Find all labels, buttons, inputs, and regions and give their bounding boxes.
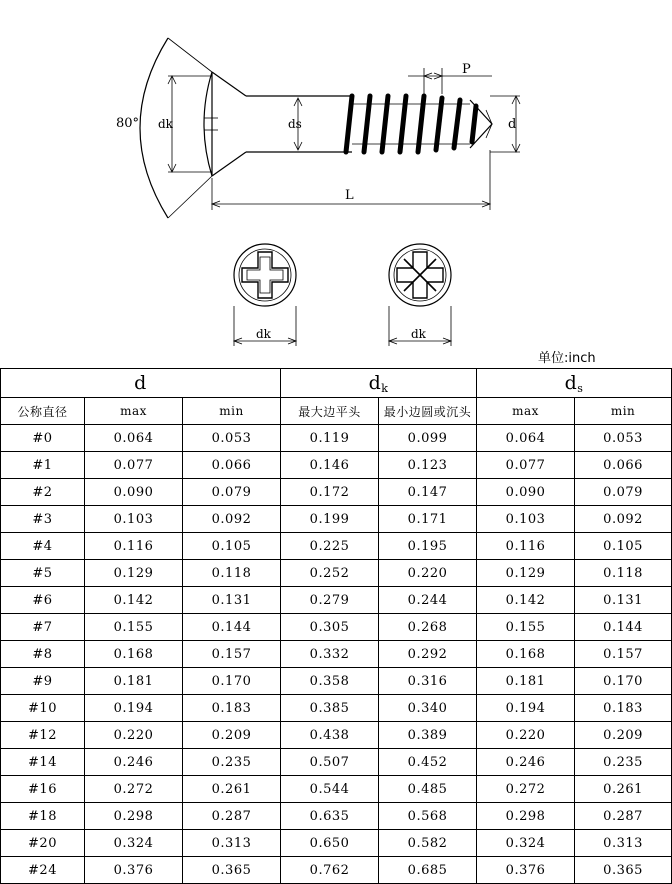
value-cell: 0.116	[85, 533, 183, 560]
value-cell: 0.142	[85, 587, 183, 614]
value-cell: 0.246	[477, 749, 575, 776]
nominal-size-cell: #8	[1, 641, 85, 668]
column-header: 公称直径	[1, 398, 85, 425]
column-header: 最小边圆或沉头	[379, 398, 477, 425]
value-cell: 0.438	[281, 722, 379, 749]
value-cell: 0.116	[477, 533, 575, 560]
value-cell: 0.129	[85, 560, 183, 587]
value-cell: 0.092	[575, 506, 672, 533]
value-cell: 0.313	[575, 830, 672, 857]
value-cell: 0.650	[281, 830, 379, 857]
value-cell: 0.365	[183, 857, 281, 884]
nominal-size-cell: #20	[1, 830, 85, 857]
value-cell: 0.155	[85, 614, 183, 641]
value-cell: 0.146	[281, 452, 379, 479]
table-row	[1, 776, 672, 803]
value-cell: 0.340	[379, 695, 477, 722]
unit-label: 单位:inch	[538, 351, 596, 366]
value-cell: 0.090	[477, 479, 575, 506]
value-cell: 0.170	[575, 668, 672, 695]
value-cell: 0.376	[85, 857, 183, 884]
value-cell: 0.292	[379, 641, 477, 668]
nominal-size-cell: #9	[1, 668, 85, 695]
value-cell: 0.092	[183, 506, 281, 533]
p-label: P	[462, 62, 471, 77]
group-header-ds: $d_s$	[477, 369, 672, 398]
value-cell: 0.365	[575, 857, 672, 884]
value-cell: 0.252	[281, 560, 379, 587]
table-row	[1, 722, 672, 749]
value-cell: 0.118	[183, 560, 281, 587]
value-cell: 0.272	[477, 776, 575, 803]
value-cell: 0.183	[575, 695, 672, 722]
table-row	[1, 614, 672, 641]
value-cell: 0.385	[281, 695, 379, 722]
dk-label-main: dk	[158, 117, 173, 131]
nominal-size-cell: #6	[1, 587, 85, 614]
value-cell: 0.168	[85, 641, 183, 668]
nominal-size-cell: #12	[1, 722, 85, 749]
value-cell: 0.305	[281, 614, 379, 641]
column-header: min	[575, 398, 672, 425]
table-row	[1, 857, 672, 884]
value-cell: 0.119	[281, 425, 379, 452]
value-cell: 0.582	[379, 830, 477, 857]
column-header: min	[183, 398, 281, 425]
table-row	[1, 560, 672, 587]
value-cell: 0.053	[183, 425, 281, 452]
value-cell: 0.053	[575, 425, 672, 452]
value-cell: 0.244	[379, 587, 477, 614]
nominal-size-cell: #3	[1, 506, 85, 533]
value-cell: 0.144	[183, 614, 281, 641]
ds-label: ds	[288, 117, 302, 131]
value-cell: 0.261	[183, 776, 281, 803]
value-cell: 0.103	[85, 506, 183, 533]
value-cell: 0.077	[85, 452, 183, 479]
nominal-size-cell: #10	[1, 695, 85, 722]
value-cell: 0.157	[575, 641, 672, 668]
value-cell: 0.064	[85, 425, 183, 452]
value-cell: 0.168	[477, 641, 575, 668]
value-cell: 0.209	[575, 722, 672, 749]
nominal-size-cell: #16	[1, 776, 85, 803]
value-cell: 0.123	[379, 452, 477, 479]
value-cell: 0.287	[575, 803, 672, 830]
value-cell: 0.358	[281, 668, 379, 695]
table-row	[1, 830, 672, 857]
value-cell: 0.131	[183, 587, 281, 614]
value-cell: 0.298	[85, 803, 183, 830]
value-cell: 0.181	[477, 668, 575, 695]
value-cell: 0.170	[183, 668, 281, 695]
value-cell: 0.685	[379, 857, 477, 884]
value-cell: 0.181	[85, 668, 183, 695]
value-cell: 0.105	[183, 533, 281, 560]
column-header: max	[477, 398, 575, 425]
value-cell: 0.287	[183, 803, 281, 830]
value-cell: 0.157	[183, 641, 281, 668]
nominal-size-cell: #4	[1, 533, 85, 560]
value-cell: 0.544	[281, 776, 379, 803]
value-cell: 0.155	[477, 614, 575, 641]
nominal-size-cell: #2	[1, 479, 85, 506]
angle-label: 80°	[116, 116, 140, 131]
value-cell: 0.079	[183, 479, 281, 506]
value-cell: 0.142	[477, 587, 575, 614]
table-row	[1, 803, 672, 830]
group-header-d: d	[1, 369, 281, 398]
value-cell: 0.313	[183, 830, 281, 857]
table-row	[1, 506, 672, 533]
d-label: d	[508, 117, 517, 132]
value-cell: 0.066	[183, 452, 281, 479]
value-cell: 0.144	[575, 614, 672, 641]
value-cell: 0.131	[575, 587, 672, 614]
value-cell: 0.079	[575, 479, 672, 506]
value-cell: 0.220	[379, 560, 477, 587]
table-row	[1, 668, 672, 695]
value-cell: 0.568	[379, 803, 477, 830]
value-cell: 0.172	[281, 479, 379, 506]
table-row	[1, 695, 672, 722]
nominal-size-cell: #7	[1, 614, 85, 641]
table-row	[1, 479, 672, 506]
value-cell: 0.485	[379, 776, 477, 803]
value-cell: 0.246	[85, 749, 183, 776]
nominal-size-cell: #1	[1, 452, 85, 479]
table-row	[1, 749, 672, 776]
value-cell: 0.105	[575, 533, 672, 560]
value-cell: 0.332	[281, 641, 379, 668]
value-cell: 0.099	[379, 425, 477, 452]
nominal-size-cell: #18	[1, 803, 85, 830]
value-cell: 0.183	[183, 695, 281, 722]
value-cell: 0.298	[477, 803, 575, 830]
value-cell: 0.272	[85, 776, 183, 803]
value-cell: 0.077	[477, 452, 575, 479]
value-cell: 0.452	[379, 749, 477, 776]
table-row	[1, 452, 672, 479]
l-label: L	[345, 188, 354, 203]
dk-label-right: dk	[411, 327, 426, 341]
value-cell: 0.064	[477, 425, 575, 452]
table-row	[1, 641, 672, 668]
value-cell: 0.129	[477, 560, 575, 587]
column-header: 最大边平头	[281, 398, 379, 425]
value-cell: 0.235	[183, 749, 281, 776]
value-cell: 0.195	[379, 533, 477, 560]
value-cell: 0.147	[379, 479, 477, 506]
value-cell: 0.235	[575, 749, 672, 776]
value-cell: 0.220	[477, 722, 575, 749]
value-cell: 0.507	[281, 749, 379, 776]
value-cell: 0.635	[281, 803, 379, 830]
nominal-size-cell: #24	[1, 857, 85, 884]
column-header: max	[85, 398, 183, 425]
dimension-table	[0, 368, 672, 884]
value-cell: 0.103	[477, 506, 575, 533]
value-cell: 0.220	[85, 722, 183, 749]
value-cell: 0.194	[477, 695, 575, 722]
group-header-dk: $d_k$	[281, 369, 477, 398]
value-cell: 0.261	[575, 776, 672, 803]
value-cell: 0.066	[575, 452, 672, 479]
value-cell: 0.171	[379, 506, 477, 533]
value-cell: 0.268	[379, 614, 477, 641]
value-cell: 0.376	[477, 857, 575, 884]
value-cell: 0.225	[281, 533, 379, 560]
nominal-size-cell: #0	[1, 425, 85, 452]
table-row	[1, 533, 672, 560]
nominal-size-cell: #5	[1, 560, 85, 587]
value-cell: 0.279	[281, 587, 379, 614]
value-cell: 0.324	[477, 830, 575, 857]
value-cell: 0.199	[281, 506, 379, 533]
screw-technical-drawing	[0, 0, 672, 365]
value-cell: 0.389	[379, 722, 477, 749]
value-cell: 0.118	[575, 560, 672, 587]
table-row	[1, 425, 672, 452]
nominal-size-cell: #14	[1, 749, 85, 776]
value-cell: 0.324	[85, 830, 183, 857]
dk-label-left: dk	[256, 327, 271, 341]
value-cell: 0.090	[85, 479, 183, 506]
value-cell: 0.762	[281, 857, 379, 884]
value-cell: 0.316	[379, 668, 477, 695]
value-cell: 0.194	[85, 695, 183, 722]
value-cell: 0.209	[183, 722, 281, 749]
table-row	[1, 587, 672, 614]
